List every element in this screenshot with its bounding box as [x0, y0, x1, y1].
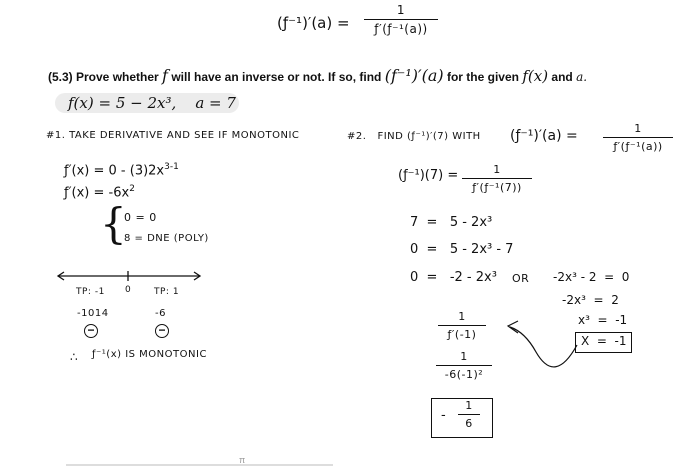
right-negative-sign: − — [155, 321, 169, 339]
equation-line-1: 7 = 5 - 2x³ — [410, 215, 493, 230]
top-formula-denominator: ƒ′(ƒ⁻¹(a)) — [374, 22, 428, 36]
part1-heading: #1. TAKE DERIVATIVE AND SEE IF MONOTONIC — [46, 130, 300, 141]
x-answer: X = -1 — [581, 334, 627, 348]
left-test-value: -1014 — [77, 308, 109, 319]
top-formula-numerator: 1 — [396, 3, 406, 17]
alt-line-1: -2x³ - 2 = 0 — [553, 270, 630, 284]
alt-line-3: x³ = -1 — [578, 313, 628, 327]
fraction-neg6: 1 -6(-1)² — [436, 350, 492, 381]
alt-line-2: -2x³ = 2 — [562, 293, 619, 307]
problem-a: a. — [576, 70, 588, 84]
final-answer-fraction: 1 6 — [458, 399, 480, 430]
left-negative-sign: − — [84, 321, 98, 339]
or-label: OR — [512, 272, 530, 285]
case-zero: 0 = 0 — [124, 211, 157, 224]
part2-sub-lhs: (ƒ⁻¹)(7) = — [398, 168, 459, 183]
problem-and: and — [551, 70, 573, 84]
part1-derivative-line1: ƒ′(x) = $0 - (3)2x^{3-1}$ — [64, 162, 179, 179]
problem-deriv: (f⁻¹)′(a) — [384, 66, 444, 85]
tp-left-label: TP: -1 — [76, 287, 105, 297]
part1-derivative-line2: ƒ′(x) = $-6x^2$ — [64, 184, 135, 201]
case-brace: { — [100, 199, 127, 248]
tp-right-label: TP: 1 — [154, 287, 180, 297]
case-dne: 8 = DNE (POLY) — [124, 233, 209, 244]
fraction-f-prime-neg1: 1 ƒ′(-1) — [438, 310, 486, 341]
problem-mid: will have an inverse or not. If so, find — [171, 70, 382, 84]
right-test-value: -6 — [155, 308, 166, 319]
equation-line-3: 0 = -2 - 2x³ — [410, 270, 497, 285]
final-answer-sign: - — [441, 408, 446, 423]
footer-mark: π — [239, 455, 246, 465]
given-function: f(x) = 5 − 2x³, a = 7 — [68, 94, 236, 112]
problem-label: (5.3) Prove whether — [48, 70, 159, 84]
problem-fx: f(x) — [522, 67, 549, 85]
conclusion-therefore: ∴ — [70, 350, 79, 364]
equation-line-2: 0 = 5 - 2x³ - 7 — [410, 242, 514, 257]
problem-f: f — [162, 66, 168, 85]
part2-with-lhs: (ƒ⁻¹)′(a) = — [510, 128, 578, 144]
part2-sub-fraction: 1 ƒ′(ƒ⁻¹(7)) — [462, 163, 532, 194]
problem-tail: for the given — [446, 70, 519, 84]
part2-with-fraction: 1 ƒ′(ƒ⁻¹(a)) — [603, 122, 673, 153]
part2-heading: #2. FIND (ƒ⁻¹)′(7) WITH — [347, 131, 481, 142]
center-label: 0 — [125, 285, 132, 295]
conclusion-text: ƒ⁻¹(x) IS MONOTONIC — [92, 349, 207, 360]
top-formula-lhs: (ƒ⁻¹)′(a) = — [277, 14, 350, 32]
